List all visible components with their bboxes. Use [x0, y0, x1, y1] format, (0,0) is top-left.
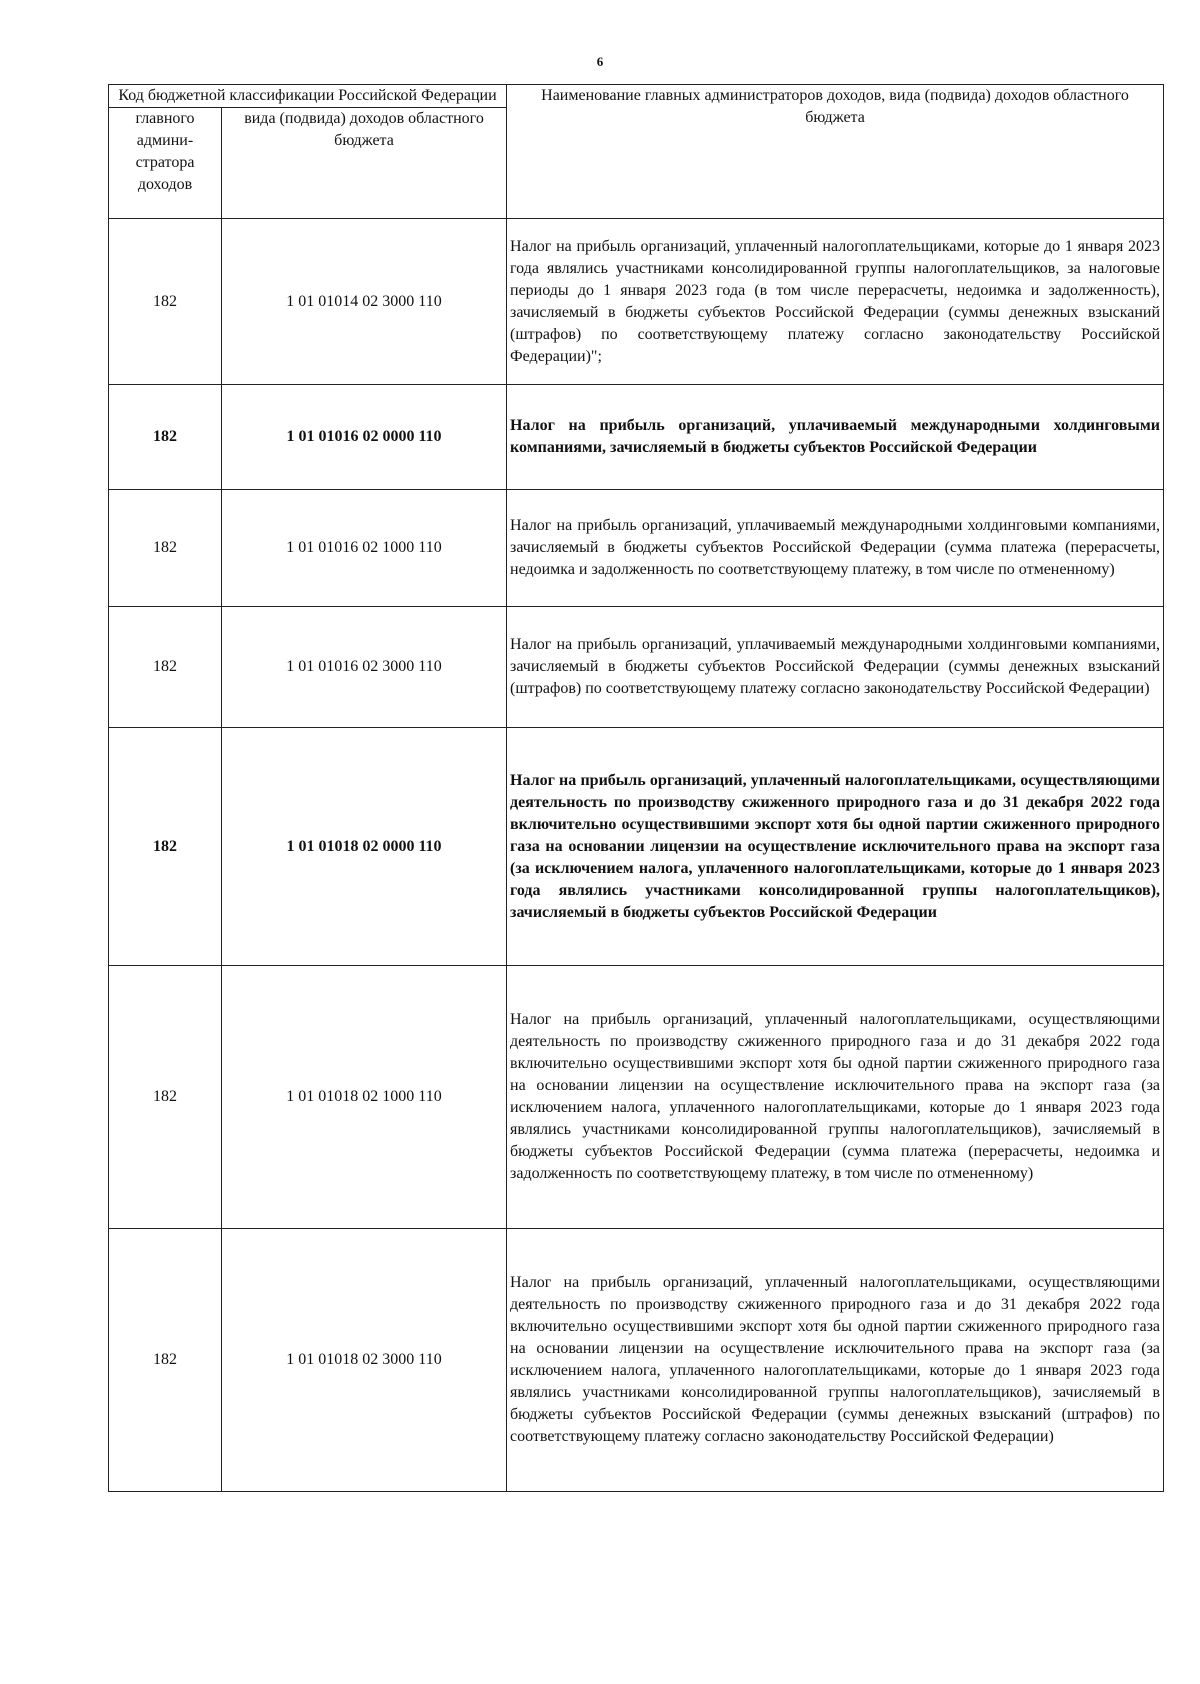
admin-code-cell: 182	[109, 1229, 222, 1492]
description-text: Налог на прибыль организаций, уплаченный налогоплательщиками, которые до 1 января 2023 года являлись участниками консолидированной группы налогоплательщиков, за налоговые периоды до 1 января 2023 года (в том числе перерасчеты, недоимка и задолженность), зачисляемый в бюджеты субъектов Российской Федерации (суммы денежных взысканий (штрафов) по соответствующему платежу согласно законодательству Российской Федерации)";	[510, 237, 1161, 365]
table-row	[109, 1229, 1164, 1492]
income-code-cell: 1 01 01016 02 0000 110	[222, 385, 507, 490]
description-text: Налог на прибыль организаций, уплаченный налогоплательщиками, осуществляющими деятельность по производству сжиженного природного газа и до 31 декабря 2022 года включительно осуществившими экспорт хотя бы одной партии сжиженного природного газа на основании лицензии на осуществление исключительного права на экспорт газа (за исключением налога, уплаченного налогоплательщиками, которые до 1 января 2023 года являлись участниками консолидированной группы налогоплательщиков), зачисляемый в бюджеты субъектов Российской Федерации	[510, 771, 1161, 921]
header-kbk: Код бюджетной классификации Российской Федерации	[109, 85, 507, 108]
admin-code-cell: 182	[109, 490, 222, 607]
admin-code-cell: 182	[109, 219, 222, 385]
table-row	[109, 728, 1164, 966]
budget-classification-table	[108, 84, 1164, 1492]
description-text: Налог на прибыль организаций, уплачиваемый международными холдинговыми компаниями, зачисляемый в бюджеты субъектов Российской Федерации	[510, 417, 1161, 456]
description-cell	[507, 490, 1164, 607]
description-cell	[507, 385, 1164, 490]
header-kind: вида (подвида) доходов областного бюджета	[222, 108, 507, 219]
header-admin: главного админи-стратора доходов	[109, 108, 222, 219]
description-cell	[507, 607, 1164, 728]
admin-code-cell: 182	[109, 385, 222, 490]
header-name: Наименование главных администраторов доходов, вида (подвида) доходов областного бюджета	[507, 85, 1164, 219]
table-row	[109, 966, 1164, 1229]
description-cell	[507, 1229, 1164, 1492]
table-row	[109, 385, 1164, 490]
admin-code-cell: 182	[109, 966, 222, 1229]
page-number: 6	[596, 54, 604, 69]
income-code-cell: 1 01 01014 02 3000 110	[222, 219, 507, 385]
table-row	[109, 607, 1164, 728]
admin-code-cell: 182	[109, 728, 222, 966]
description-text: Налог на прибыль организаций, уплаченный налогоплательщиками, осуществляющими деятельность по производству сжиженного природного газа и до 31 декабря 2022 года включительно осуществившими экспорт хотя бы одной партии сжиженного природного газа на основании лицензии на осуществление исключительного права на экспорт газа (за исключением налога, уплаченного налогоплательщиками, которые до 1 января 2023 года являлись участниками консолидированной группы налогоплательщиков), зачисляемый в бюджеты субъектов Российской Федерации (суммы денежных взысканий (штрафов) по соответствующему платежу согласно законодательству Российской Федерации)	[510, 1274, 1161, 1445]
table-row	[109, 219, 1164, 385]
description-cell	[507, 966, 1164, 1229]
admin-code-cell: 182	[109, 607, 222, 728]
description-text: Налог на прибыль организаций, уплачиваемый международными холдинговыми компаниями, зачисляемый в бюджеты субъектов Российской Федерации (сумма платежа (перерасчеты, недоимка и задолженность по соответствующему платежу, в том числе по отмененному)	[510, 517, 1161, 578]
table-row	[109, 490, 1164, 607]
income-code-cell: 1 01 01018 02 1000 110	[222, 966, 507, 1229]
header-row-top	[109, 85, 1164, 108]
income-code-cell: 1 01 01016 02 3000 110	[222, 607, 507, 728]
description-text: Налог на прибыль организаций, уплаченный налогоплательщиками, осуществляющими деятельность по производству сжиженного природного газа и до 31 декабря 2022 года включительно осуществившими экспорт хотя бы одной партии сжиженного природного газа на основании лицензии на осуществление исключительного права на экспорт газа (за исключением налога, уплаченного налогоплательщиками, которые до 1 января 2023 года являлись участниками консолидированной группы налогоплательщиков), зачисляемый в бюджеты субъектов Российской Федерации (сумма платежа (перерасчеты, недоимка и задолженность по соответствующему платежу, в том числе по отмененному)	[510, 1011, 1161, 1182]
description-cell	[507, 728, 1164, 966]
income-code-cell: 1 01 01018 02 3000 110	[222, 1229, 507, 1492]
income-code-cell: 1 01 01018 02 0000 110	[222, 728, 507, 966]
description-cell	[507, 219, 1164, 385]
description-text: Налог на прибыль организаций, уплачиваемый международными холдинговыми компаниями, зачисляемый в бюджеты субъектов Российской Федерации (суммы денежных взысканий (штрафов) по соответствующему платежу согласно законодательству Российской Федерации)	[510, 636, 1161, 697]
income-code-cell: 1 01 01016 02 1000 110	[222, 490, 507, 607]
